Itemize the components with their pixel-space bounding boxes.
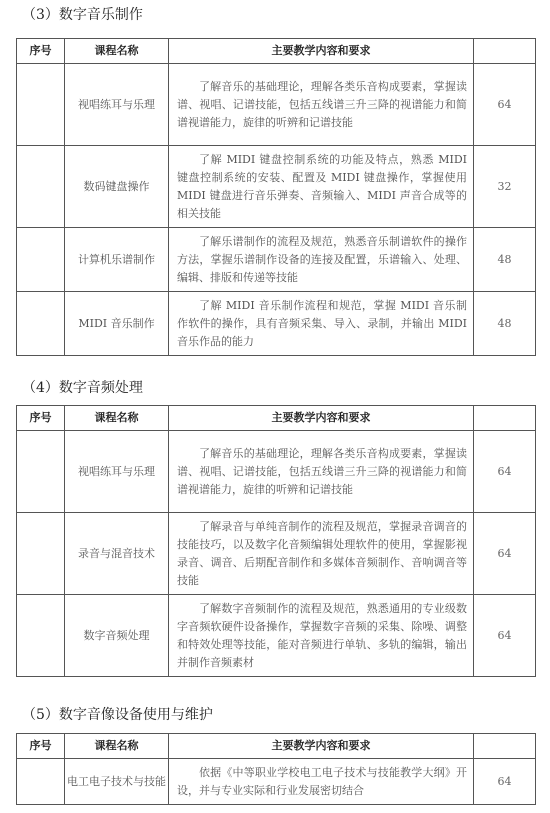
row-content: 了解音乐的基础理论，理解各类乐音构成要素，掌握读谱、视唱、记谱技能，包括五线谱三升三降的视谱能力和简谱视谱能力，旋律的听辨和记谱技能 bbox=[169, 64, 474, 146]
table-row bbox=[17, 595, 536, 677]
table-row bbox=[17, 228, 536, 292]
row-hours: 64 bbox=[474, 64, 536, 146]
row-content: 了解乐谱制作的流程及规范，熟悉音乐制谱软件的操作方法，掌握乐谱制作设备的连接及配置，乐谱输入、处理、编辑、排版和传递等技能 bbox=[169, 228, 474, 292]
row-seq bbox=[17, 64, 65, 146]
row-hours: 48 bbox=[474, 292, 536, 356]
header-course-name: 课程名称 bbox=[65, 734, 169, 759]
row-content: 了解音乐的基础理论，理解各类乐音构成要素，掌握读谱、视唱、记谱技能，包括五线谱三升三降的视谱能力和简谱视谱能力，旋律的听辨和记谱技能 bbox=[169, 431, 474, 513]
row-course-name: 视唱练耳与乐理 bbox=[65, 431, 169, 513]
section-title-4: （4）数字音频处理 bbox=[22, 380, 143, 396]
row-hours: 32 bbox=[474, 146, 536, 228]
row-seq bbox=[17, 595, 65, 677]
header-seq: 序号 bbox=[17, 734, 65, 759]
row-content: 依据《中等职业学校电工电子技术与技能教学大纲》开设，并与专业实际和行业发展密切结合 bbox=[169, 759, 474, 805]
table-row bbox=[17, 64, 536, 146]
table-row bbox=[17, 513, 536, 595]
row-hours: 64 bbox=[474, 513, 536, 595]
row-seq bbox=[17, 431, 65, 513]
table-row bbox=[17, 146, 536, 228]
row-seq bbox=[17, 228, 65, 292]
row-seq bbox=[17, 292, 65, 356]
header-course-name: 课程名称 bbox=[65, 39, 169, 64]
row-seq bbox=[17, 146, 65, 228]
course-table-5 bbox=[16, 733, 536, 805]
row-course-name: 录音与混音技术 bbox=[65, 513, 169, 595]
header-hours bbox=[474, 39, 536, 64]
row-course-name: 计算机乐谱制作 bbox=[65, 228, 169, 292]
row-seq bbox=[17, 513, 65, 595]
header-content: 主要教学内容和要求 bbox=[169, 734, 474, 759]
header-course-name: 课程名称 bbox=[65, 406, 169, 431]
header-hours bbox=[474, 734, 536, 759]
table-header-row bbox=[17, 406, 536, 431]
course-table-3 bbox=[16, 38, 536, 356]
row-course-name: MIDI 音乐制作 bbox=[65, 292, 169, 356]
header-seq: 序号 bbox=[17, 406, 65, 431]
row-course-name: 数字音频处理 bbox=[65, 595, 169, 677]
row-hours: 48 bbox=[474, 228, 536, 292]
table-header-row bbox=[17, 39, 536, 64]
row-hours: 64 bbox=[474, 759, 536, 805]
table-row bbox=[17, 431, 536, 513]
row-content: 了解数字音频制作的流程及规范，熟悉通用的专业级数字音频软硬件设备操作，掌握数字音频的采集、除噪、调整和特效处理等技能，能对音频进行单轨、多轨的编辑，输出并制作音频素材 bbox=[169, 595, 474, 677]
row-content: 了解 MIDI 音乐制作流程和规范，掌握 MIDI 音乐制作软件的操作，具有音频采集、导入、录制，并输出 MIDI 音乐作品的能力 bbox=[169, 292, 474, 356]
row-seq bbox=[17, 759, 65, 805]
row-course-name: 电工电子技术与技能 bbox=[65, 759, 169, 805]
row-content: 了解 MIDI 键盘控制系统的功能及特点，熟悉 MIDI 键盘控制系统的安装、配置及 MIDI 键盘操作，掌握使用 MIDI 键盘进行音乐弹奏、音频输入、MIDI 声音合成等的相关技能 bbox=[169, 146, 474, 228]
row-course-name: 数码键盘操作 bbox=[65, 146, 169, 228]
header-content: 主要教学内容和要求 bbox=[169, 406, 474, 431]
header-hours bbox=[474, 406, 536, 431]
row-hours: 64 bbox=[474, 595, 536, 677]
header-content: 主要教学内容和要求 bbox=[169, 39, 474, 64]
course-table-4 bbox=[16, 405, 536, 677]
row-content: 了解录音与单纯音制作的流程及规范，掌握录音调音的技能技巧，以及数字化音频编辑处理软件的使用，掌握影视录音、调音、后期配音制作和多媒体音频制作、音响调音等技能 bbox=[169, 513, 474, 595]
row-hours: 64 bbox=[474, 431, 536, 513]
header-seq: 序号 bbox=[17, 39, 65, 64]
table-header-row bbox=[17, 734, 536, 759]
table-row bbox=[17, 292, 536, 356]
table-row bbox=[17, 759, 536, 805]
section-title-5: （5）数字音像设备使用与维护 bbox=[22, 707, 213, 723]
row-course-name: 视唱练耳与乐理 bbox=[65, 64, 169, 146]
section-title-3: （3）数字音乐制作 bbox=[22, 7, 143, 23]
